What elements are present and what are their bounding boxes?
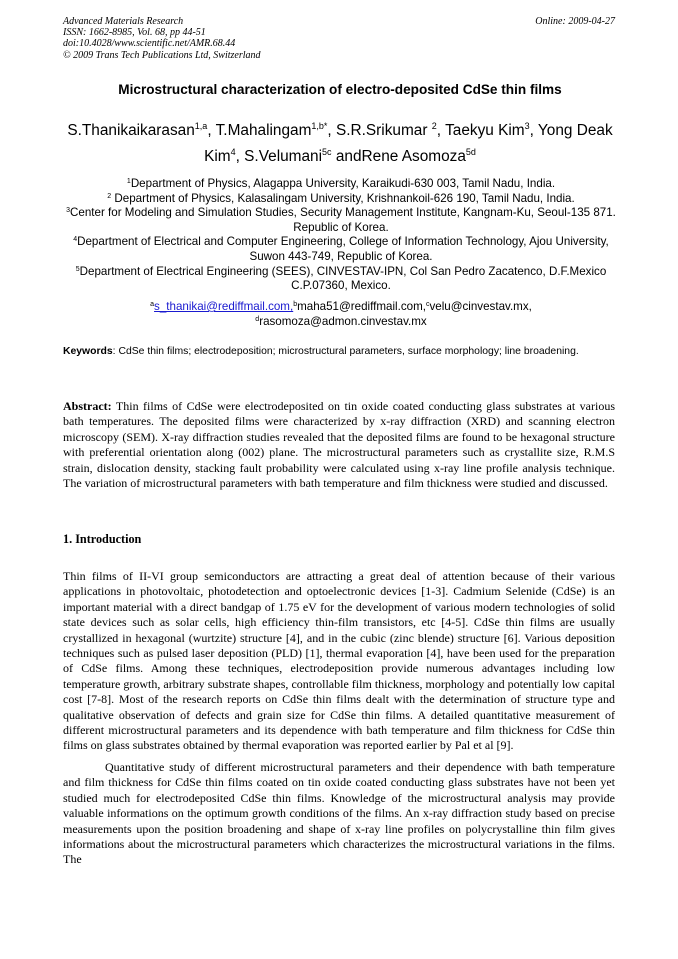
affiliation-5 <box>58 265 624 294</box>
affiliation-text: Department of Electrical Engineering (SEES), CINVESTAV-IPN, Col San Pedro Zacatenco, D.F.Mexico C.P.07360, Mexico. <box>79 264 607 293</box>
doi-line: doi:10.4028/www.scientific.net/AMR.68.44 <box>63 38 236 50</box>
author-separator: , <box>436 122 446 139</box>
author-sup: 3 <box>524 121 530 131</box>
author-list <box>55 118 625 170</box>
email-link-a[interactable]: s_thanikai@rediffmail.com, <box>154 300 294 313</box>
online-date: Online: 2009-04-27 <box>535 16 615 27</box>
affiliation-text: Center for Modeling and Simulation Studies, Security Management Institute, Kangnam-Ku, Seoul-135 871. Republic of Korea. <box>70 206 616 234</box>
keywords-text: : CdSe thin films; electrodeposition; microstructural parameters, surface morphology; line broadening. <box>112 346 579 357</box>
affiliation-1 <box>58 177 624 192</box>
author-separator: , <box>235 148 245 165</box>
email-sup: b <box>293 301 298 308</box>
email-b: maha51@rediffmail.com, <box>297 300 426 313</box>
email-list <box>58 300 624 329</box>
paragraph: Quantitative study of different microstructural parameters and their dependence with bath temperature and film thickness for CdSe thin films coated on tin oxide coated conducting glass substrates have not been yet studied much for electrodeposited CdSe thin films. Knowledge of the microstructural analysis may provide valuable informations on the optimum growth conditions of the films. An x-ray diffraction study based on precise measurements upon the position broadening and shape of x-ray line profiles on polycrystalline thin film gives informations about the microstructural parameters which characterizes the microstructural variations in the films. The <box>63 759 615 867</box>
journal-header <box>63 16 615 61</box>
affiliation-4 <box>58 235 624 264</box>
abstract-text: Thin films of CdSe were electrodeposited on tin oxide coated conducting glass substrates at various bath temperatures. The deposited films were characterized by x-ray diffraction (XRD) and scanning electron microscopy (SEM). X-ray diffraction studies revealed that the deposited films are found to be hexagonal structure with preferential orientation along (002) plane. The microstructural parameters such as crystallite size, R.M.S strain, dislocation density, stacking fault probability were calculated using x-ray line profile analysis technique. The variation of microstructural parameters with bath temperature and film thickness were studied and discussed. <box>63 399 615 491</box>
affiliation-text: Department of Electrical and Computer Engineering, College of Information Technology, Ajou University, Suwon 443-749, Republic of Korea. <box>77 235 609 263</box>
affiliation-3 <box>58 206 624 235</box>
author-separator: , <box>529 122 538 139</box>
author-sup: 1,b* <box>311 121 328 131</box>
affiliation-sup: 5 <box>75 265 80 273</box>
author-separator: , <box>207 122 216 139</box>
author-name: T.Mahalingam <box>215 122 312 139</box>
body-text <box>63 569 615 868</box>
paragraph: Thin films of II-VI group semiconductors are attracting a great deal of attention because of their various applications in photovoltaic, photodetection and optoelectronic devices [1-3]. Cadmium Selenide (CdSe) is an important material with a direct bandgap of 1.75 eV for the development of various modern technologies of solid state devices such as solar cells, high efficiency thin-film transistors, etc [4-5]. CdSe thin films are usually crystallized in hexagonal (wurtzite) structure [4], and in the cubic (zinc blende) structure [6]. Various deposition techniques such as pulsed laser deposition (PLD) [1], thermal evaporation [4], have been used for the preparation of CdSe films. Among these techniques, electrodeposition provide numerous advantages including low temperature growth, arbitrary substrate shapes, controllable film thickness, morphology and potentially low capital cost [7-8]. Most of the research reports on CdSe thin films dealt with the determination of structure type and qualitative observation of defects and grain size for CdSe thin films. A detailed quantitative measurement of different microstructural parameters and its dependence with bath temperature and film thickness for CdSe thin films on glass substrates obtained by thermal evaporation was reported earlier by Pal et al [9]. <box>63 569 615 753</box>
author-name: S.Velumani <box>244 148 323 165</box>
affiliation-sup: 2 <box>107 192 112 200</box>
author-name: Rene Asomoza <box>361 148 466 165</box>
keywords <box>63 345 615 359</box>
author-name: S.R.Srikumar <box>335 122 432 139</box>
author-name: Yong Deak Kim <box>204 122 613 165</box>
author-sup: 1,a <box>194 121 208 131</box>
issn-line: ISSN: 1662-8985, Vol. 68, pp 44-51 <box>63 27 206 39</box>
affiliation-2 <box>58 192 624 207</box>
affiliation-sup: 4 <box>73 236 78 244</box>
affiliation-sup: 1 <box>126 178 131 185</box>
email-sup: a <box>150 301 155 308</box>
author-sup: 5d <box>465 147 476 157</box>
paper-title: Microstructural characterization of electro-deposited CdSe thin films <box>118 82 562 97</box>
affiliation-text: Department of Physics, Kalasalingam University, Krishnankoil-626 190, Tamil Nadu, India. <box>111 191 575 205</box>
author-sup: 5c <box>322 147 332 157</box>
author-name: Taekyu Kim <box>445 122 525 139</box>
email-sup: d <box>255 315 260 323</box>
author-separator: , <box>327 122 336 139</box>
author-sup: 4 <box>230 147 236 157</box>
email-sup: c <box>425 301 430 308</box>
journal-name: Advanced Materials Research <box>63 16 184 27</box>
email-d: rasomoza@admon.cinvestav.mx <box>259 314 427 328</box>
copyright-line: © 2009 Trans Tech Publications Ltd, Switzerland <box>63 49 261 61</box>
author-separator: and <box>331 148 362 165</box>
keywords-label: Keywords <box>63 346 113 357</box>
affiliation-text: Department of Physics, Alagappa University, Karaikudi-630 003, Tamil Nadu, India. <box>130 177 556 190</box>
author-sup: 2 <box>431 121 437 131</box>
author-name: S.Thanikaikarasan <box>67 122 195 139</box>
abstract <box>63 399 615 491</box>
affiliation-sup: 3 <box>66 207 71 215</box>
affiliations <box>58 177 624 294</box>
abstract-label: Abstract: <box>63 399 112 413</box>
email-c: velu@cinvestav.mx, <box>429 300 532 313</box>
section-heading: 1. Introduction <box>63 532 142 546</box>
